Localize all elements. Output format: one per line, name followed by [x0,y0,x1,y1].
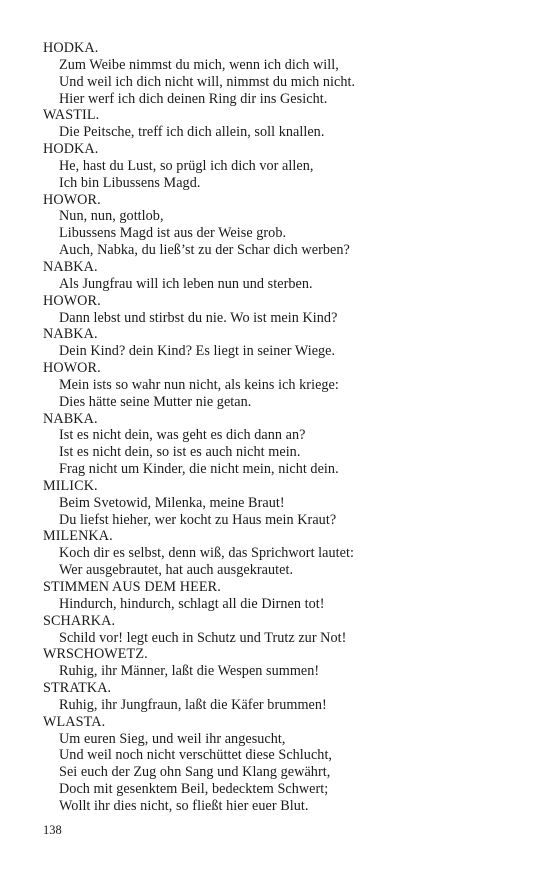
verse-line: Und weil ich dich nicht will, nimmst du mich nicht. [59,73,356,90]
verse-line: Doch mit gesenktem Beil, bedecktem Schwert; [59,781,329,798]
verse-line: Hier werf ich dich deinen Ring dir ins Gesicht. [59,90,328,107]
verse-line: Ist es nicht dein, so ist es auch nicht mein. [59,444,301,461]
verse-line: Du liefst hieher, wer kocht zu Haus mein Kraut? [59,511,337,528]
speaker-name: NABKA. [43,326,98,343]
verse-line: Mein ists so wahr nun nicht, als keins ich kriege: [59,376,339,393]
verse-line: Ich bin Libussens Magd. [59,174,201,191]
verse-line: Dein Kind? dein Kind? Es liegt in seiner Wiege. [59,343,336,360]
verse-line: Ruhig, ihr Jungfraun, laßt die Käfer brummen! [59,696,327,713]
speaker-name: HOWOR. [43,360,101,377]
verse-line: Dies hätte seine Mutter nie getan. [59,393,252,410]
verse-line: Auch, Nabka, du ließ’st zu der Schar dich werben? [59,242,350,259]
verse-line: Zum Weibe nimmst du mich, wenn ich dich will, [59,56,339,73]
verse-line: Schild vor! legt euch in Schutz und Trutz zur Not! [59,629,347,646]
speaker-name: HODKA. [43,40,99,56]
verse-line: Um euren Sieg, und weil ihr angesucht, [59,730,286,747]
speaker-name: STIMMEN AUS DEM HEER. [43,579,221,595]
speaker-name: WASTIL. [43,107,100,124]
speaker-name: NABKA. [43,410,98,427]
verse-line: Wollt ihr dies nicht, so fließt hier euer Blut. [59,797,309,814]
page-number: 138 [43,823,62,837]
speaker-name: NABKA. [43,258,98,275]
speaker-name: HODKA. [43,141,99,158]
verse-line: He, hast du Lust, so prügl ich dich vor allen, [59,157,314,174]
verse-line: Frag nicht um Kinder, die nicht mein, nicht dein. [59,461,339,478]
verse-line: Wer ausgebrautet, hat auch ausgekrautet. [59,562,294,579]
verse-line: Sei euch der Zug ohn Sang und Klang gewährt, [59,764,331,781]
verse-line: Ruhig, ihr Männer, laßt die Wespen summen! [59,663,320,680]
speaker-name: HOWOR. [43,191,101,208]
verse-line: Dann lebst und stirbst du nie. Wo ist mein Kind? [59,309,338,326]
speaker-name: HOWOR. [43,292,101,309]
page-text [43,40,523,815]
verse-line: Koch dir es selbst, denn wiß, das Sprichwort lautet: [59,545,354,562]
speaker-name: WLASTA. [43,713,106,730]
verse-line: Die Peitsche, treff ich dich allein, soll knallen. [59,124,325,141]
speaker-name: MILICK. [43,477,98,494]
speaker-name: STRATKA. [43,680,112,697]
verse-line: Beim Svetowid, Milenka, meine Braut! [59,494,285,511]
verse-line: Nun, nun, gottlob, [59,208,164,225]
verse-line: Ist es nicht dein, was geht es dich dann an? [59,427,306,444]
speaker-name: WRSCHOWETZ. [43,646,148,663]
speaker-name: SCHARKA. [43,612,116,629]
speaker-name: MILENKA. [43,528,113,545]
verse-line: Und weil noch nicht verschüttet diese Schlucht, [59,747,333,764]
verse-line: Als Jungfrau will ich leben nun und sterben. [59,275,313,292]
verse-line: Hindurch, hindurch, schlagt all die Dirnen tot! [59,595,325,612]
verse-line: Libussens Magd ist aus der Weise grob. [59,225,287,242]
